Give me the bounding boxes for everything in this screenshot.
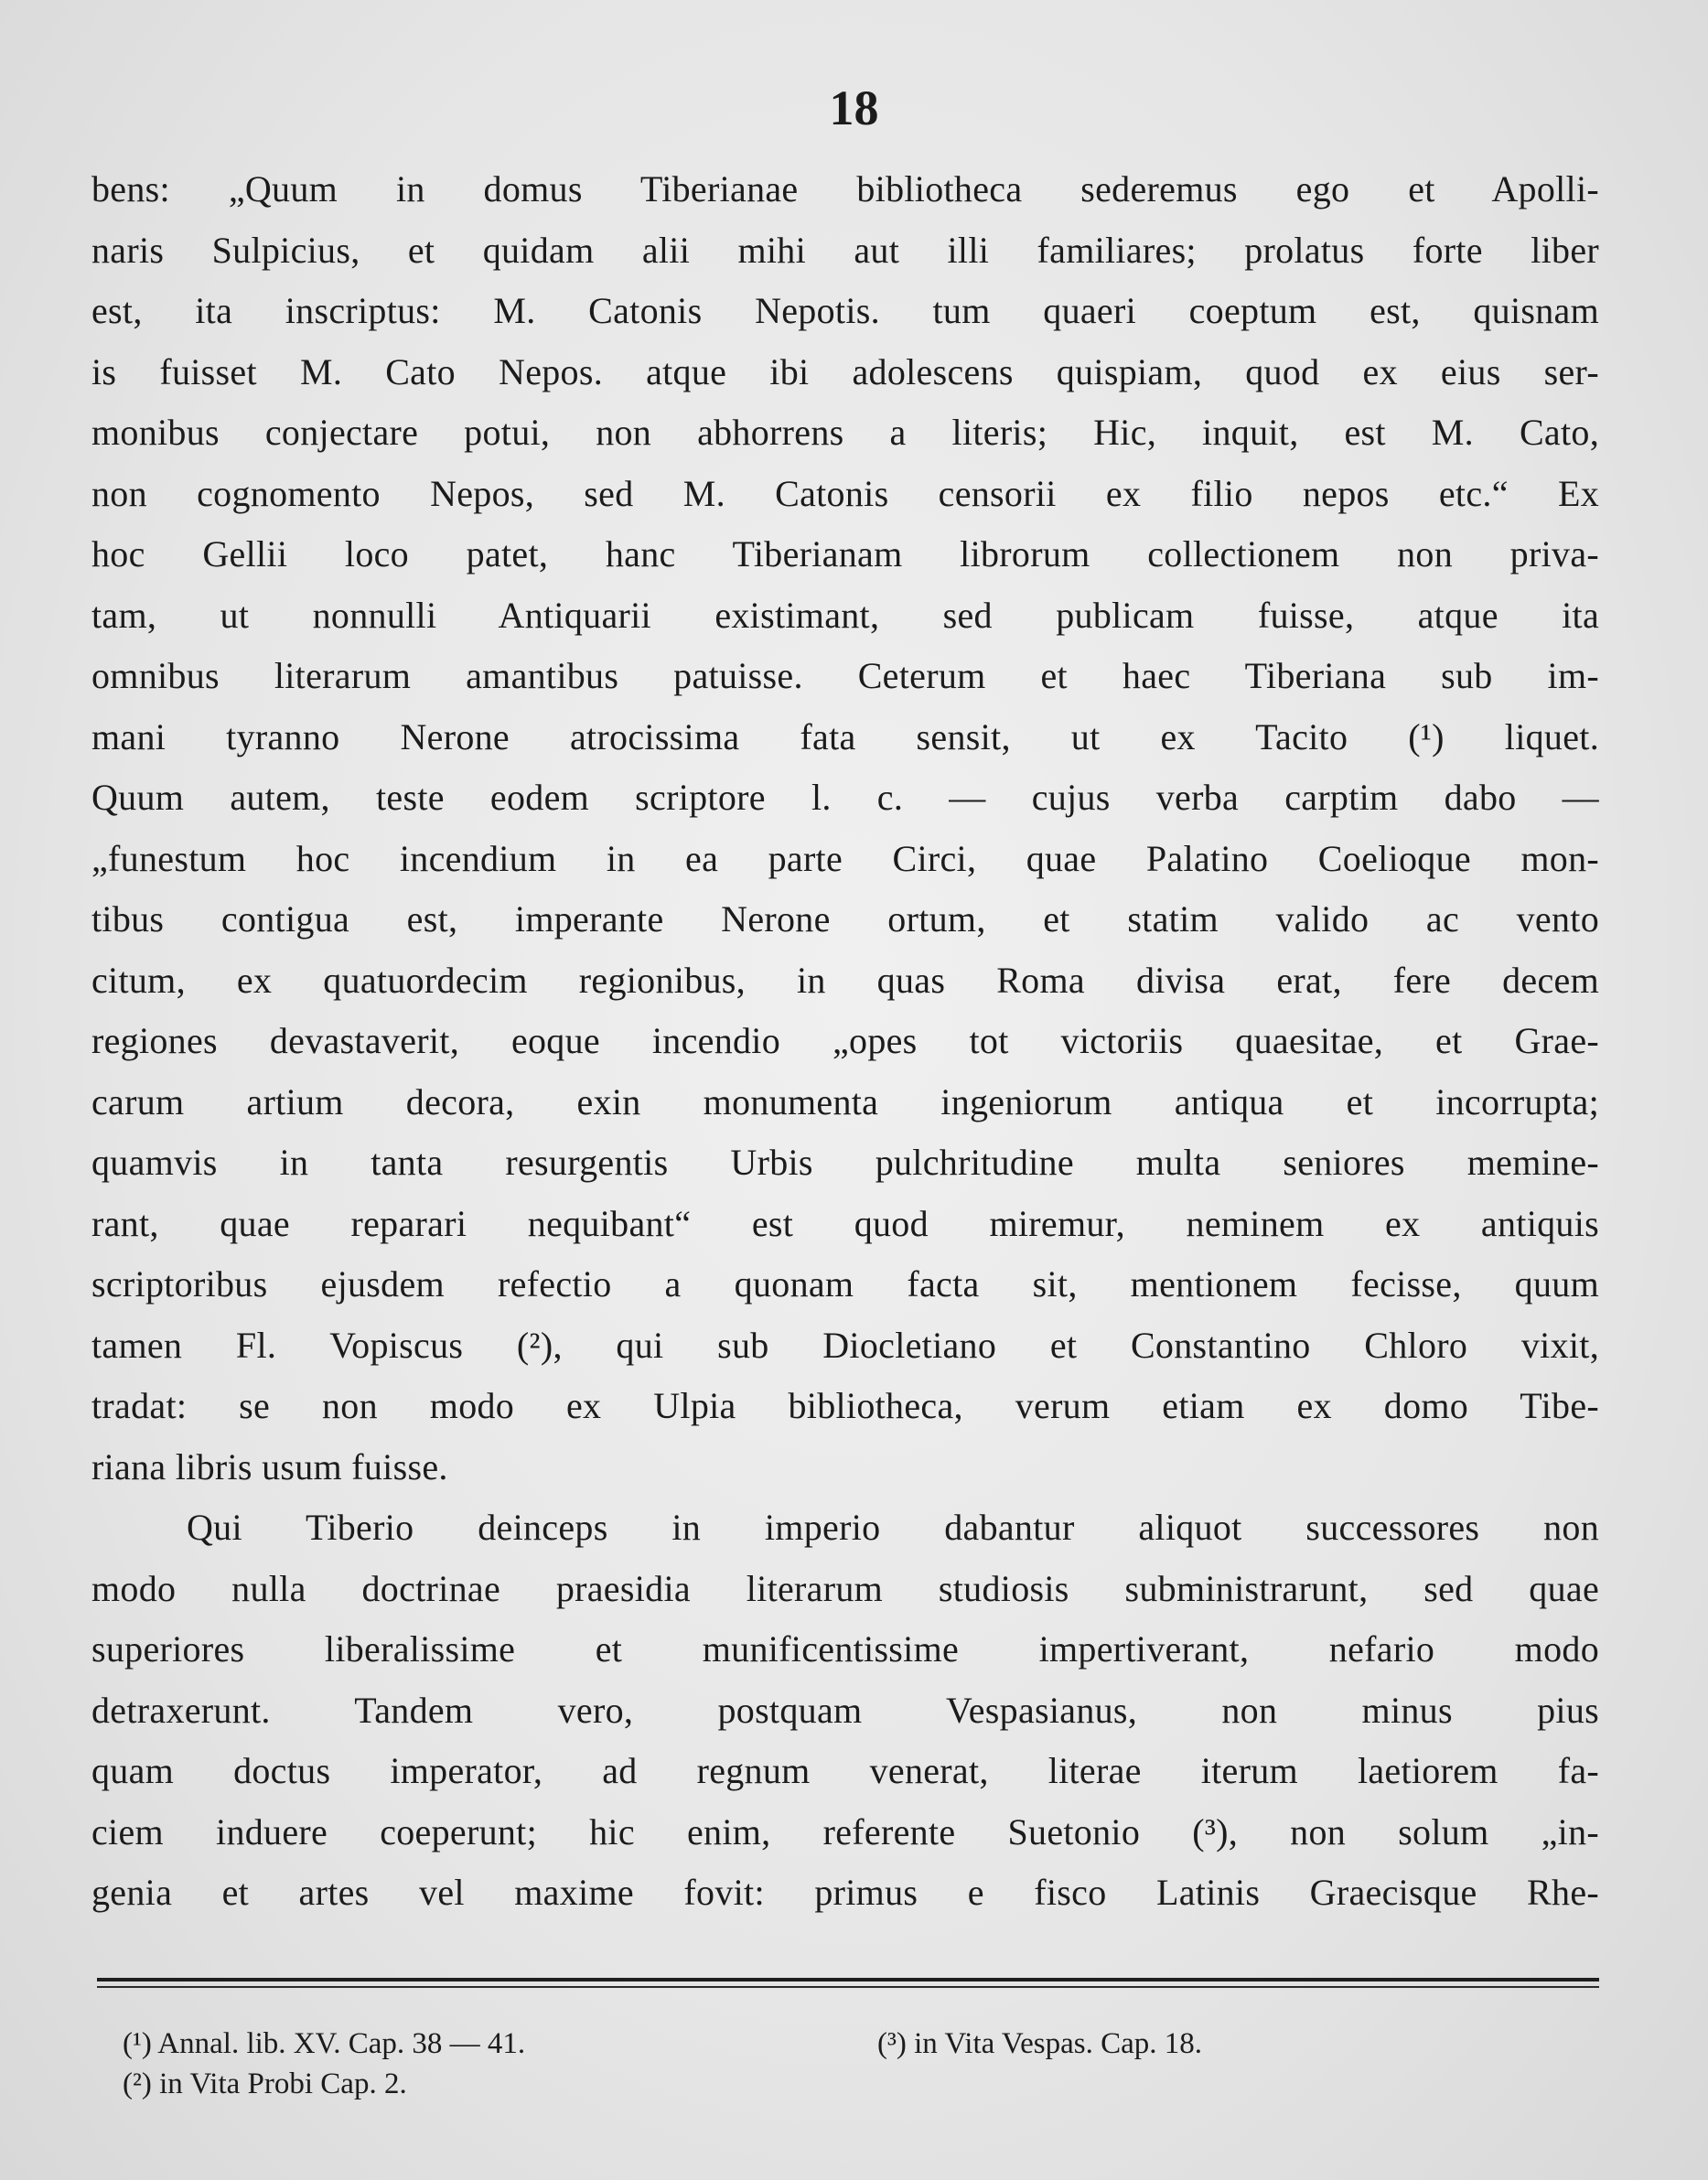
text-line: quamvis in tanta resurgentis Urbis pulchritudine multa seniores memine- (91, 1142, 1599, 1183)
text-line: Quum autem, teste eodem scriptore l. c. — cujus verba carptim dabo — (91, 777, 1599, 818)
text-line: omnibus literarum amantibus patuisse. Ceterum et haec Tiberiana sub im- (91, 655, 1599, 696)
footnote-1: (¹) Annal. lib. XV. Cap. 38 — 41. (123, 2027, 526, 2060)
text-line: is fuisset M. Cato Nepos. atque ibi adolescens quispiam, quod ex eius ser- (91, 350, 1599, 392)
page-number: 18 (829, 81, 879, 135)
text-line: carum artium decora, exin monumenta ingeniorum antiqua et incorrupta; (91, 1080, 1599, 1122)
footnotes (123, 2024, 1586, 2104)
text-line: Qui Tiberio deinceps in imperio dabantur aliquot successores non (187, 1507, 1599, 1548)
text-line: est, ita inscriptus: M. Catonis Nepotis. tum quaeri coeptum est, quisnam (91, 290, 1599, 331)
body-text (91, 159, 1599, 1924)
text-line: superiores liberalissime et munificentissime impertiverant, nefario modo (91, 1628, 1599, 1670)
text-line: detraxerunt. Tandem vero, postquam Vespasianus, non minus pius (91, 1689, 1599, 1731)
footnote-2: (²) in Vita Probi Cap. 2. (123, 2067, 407, 2100)
text-line: modo nulla doctrinae praesidia literarum studiosis subministrarunt, sed quae (91, 1567, 1599, 1609)
text-line: tam, ut nonnulli Antiquarii existimant, sed publicam fuisse, atque ita (91, 594, 1599, 636)
text-line: „funestum hoc incendium in ea parte Circi, quae Palatino Coelioque mon- (91, 837, 1599, 879)
text-line: rant, quae reparari nequibant“ est quod miremur, neminem ex antiquis (91, 1202, 1599, 1244)
text-line: non cognomento Nepos, sed M. Catonis censorii ex filio nepos etc.“ Ex (91, 472, 1599, 514)
text-line: tamen Fl. Vopiscus (²), qui sub Diocletiano et Constantino Chloro vixit, (91, 1324, 1599, 1366)
text-line: tradat: se non modo ex Ulpia bibliotheca, verum etiam ex domo Tibe- (91, 1385, 1599, 1426)
text-line: regiones devastaverit, eoque incendio „opes tot victoriis quaesitae, et Grae- (91, 1020, 1599, 1061)
text-line: monibus conjectare potui, non abhorrens a literis; Hic, inquit, est M. Cato, (91, 412, 1599, 453)
footnote-row (123, 2064, 1586, 2104)
footnote-rule (97, 1978, 1599, 1981)
text-line: bens: „Quum in domus Tiberianae bibliotheca sederemus ego et Apolli- (91, 168, 1599, 209)
text-line: mani tyranno Nerone atrocissima fata sensit, ut ex Tacito (¹) liquet. (91, 715, 1599, 757)
footnote-rule-thin (97, 1986, 1599, 1988)
text-line: tibus contigua est, imperante Nerone ortum, et statim valido ac vento (91, 898, 1599, 940)
footnote-row (123, 2024, 1586, 2064)
text-line: hoc Gellii loco patet, hanc Tiberianam librorum collectionem non priva- (91, 533, 1599, 575)
text-line: quam doctus imperator, ad regnum venerat, literae iterum laetiorem fa- (91, 1750, 1599, 1791)
text-line: citum, ex quatuordecim regionibus, in quas Roma divisa erat, fere decem (91, 959, 1599, 1001)
footnote-3: (³) in Vita Vespas. Cap. 18. (877, 2027, 1202, 2060)
text-line: ciem induere coeperunt; hic enim, referente Suetonio (³), non solum „in- (91, 1810, 1599, 1852)
text-line: riana libris usum fuisse. (91, 1445, 448, 1487)
text-line: naris Sulpicius, et quidam alii mihi aut illi familiares; prolatus forte liber (91, 229, 1599, 271)
text-line: scriptoribus ejusdem refectio a quonam facta sit, mentionem fecisse, quum (91, 1263, 1599, 1305)
text-line: genia et artes vel maxime fovit: primus e fisco Latinis Graecisque Rhe- (91, 1872, 1599, 1913)
